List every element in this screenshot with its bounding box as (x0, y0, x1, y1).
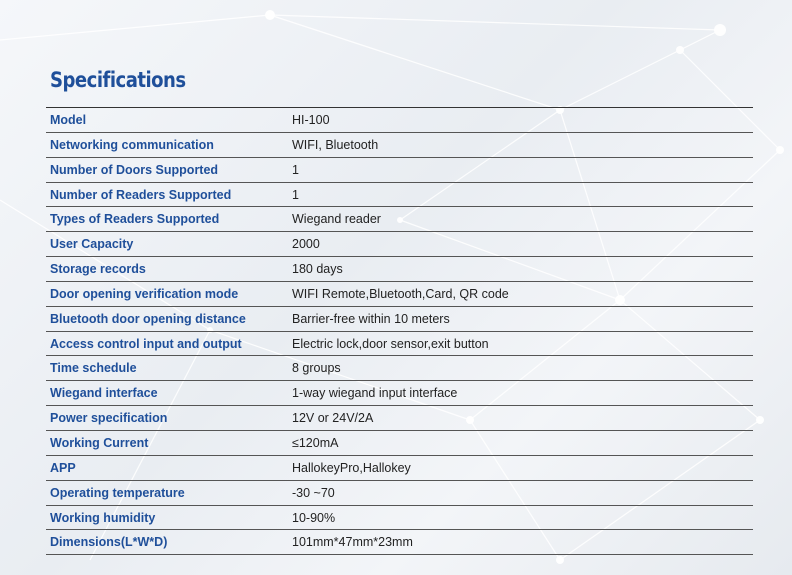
spec-value: HI-100 (292, 113, 330, 127)
spec-label: Power specification (50, 411, 168, 426)
table-row (46, 232, 753, 257)
spec-value: 1-way wiegand input interface (292, 386, 458, 401)
spec-label: Working Current (50, 435, 149, 450)
spec-label: Door opening verification mode (50, 286, 239, 301)
spec-value: 101mm*47mm*23mm (292, 535, 413, 550)
spec-label: Number of Readers Supported (50, 187, 232, 202)
spec-value: 12V or 24V/2A (292, 411, 374, 426)
spec-value: 8 groups (292, 361, 341, 376)
spec-label: APP (50, 460, 76, 475)
table-row (46, 183, 753, 208)
table-row (46, 431, 753, 456)
table-row (46, 133, 753, 158)
spec-value: WIFI Remote,Bluetooth,Card, QR code (292, 286, 509, 301)
spec-label: Bluetooth door opening distance (50, 311, 246, 326)
specifications-table (46, 107, 753, 555)
spec-value: Wiegand reader (292, 212, 381, 227)
spec-value: 1 (292, 162, 299, 177)
table-row (46, 257, 753, 282)
spec-value: Electric lock,door sensor,exit button (292, 336, 489, 351)
table-row (46, 108, 753, 133)
spec-value: HallokeyPro,Hallokey (292, 460, 411, 475)
spec-value: ≤120mA (292, 435, 339, 450)
table-row (46, 282, 753, 307)
spec-value: 2000 (292, 237, 320, 252)
table-row (46, 530, 753, 555)
table-row (46, 307, 753, 332)
table-row (46, 406, 753, 431)
table-row (46, 332, 753, 357)
spec-label: Access control input and output (50, 336, 242, 351)
spec-label: Time schedule (50, 361, 137, 376)
table-row (46, 356, 753, 381)
table-row (46, 481, 753, 506)
spec-value: 180 days (292, 262, 343, 277)
table-row (46, 381, 753, 406)
spec-label: Types of Readers Supported (50, 212, 220, 227)
spec-label: Storage records (50, 262, 146, 277)
spec-value: 10-90% (292, 510, 336, 525)
spec-label: Number of Doors Supported (50, 162, 219, 177)
spec-label: User Capacity (50, 237, 134, 252)
spec-label: Operating temperature (50, 485, 185, 500)
table-row (46, 207, 753, 232)
spec-label: Working humidity (50, 510, 156, 525)
spec-value: Barrier-free within 10 meters (292, 311, 450, 326)
table-row (46, 158, 753, 183)
page-title: Specifications (50, 68, 186, 92)
spec-label: Model (50, 113, 87, 127)
spec-value: 1 (292, 187, 299, 202)
table-row (46, 456, 753, 481)
spec-label: Wiegand interface (50, 386, 158, 401)
table-row (46, 506, 753, 531)
spec-value: -30 ~70 (292, 485, 335, 500)
spec-label: Networking communication (50, 137, 214, 152)
spec-label: Dimensions(L*W*D) (50, 535, 168, 550)
spec-value: WIFI, Bluetooth (292, 137, 379, 152)
